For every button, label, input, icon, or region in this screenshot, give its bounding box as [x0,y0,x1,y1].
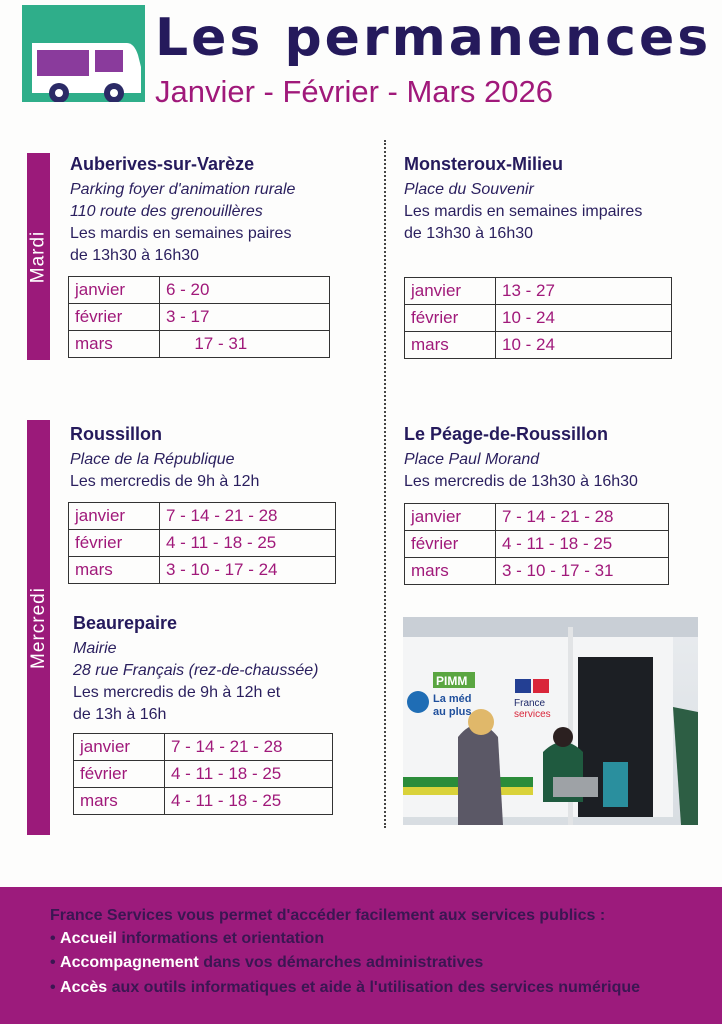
svg-text:France: France [514,698,546,709]
dates-cell: 10 - 24 [496,332,672,359]
dates-cell: 7 - 14 - 21 - 28 [165,734,333,761]
month-cell: février [74,761,165,788]
footer-intro: France Services vous permet d'accéder facilement aux services publics : [50,907,606,924]
dates-cell: 3 - 10 - 17 - 24 [160,557,336,584]
location-place: Parking foyer d'animation rurale [70,181,296,198]
month-cell: février [69,304,160,331]
location-place: Place de la République [70,451,235,468]
location-monsteroux [404,154,642,245]
month-cell: février [69,530,160,557]
svg-text:au plus: au plus [433,706,472,718]
svg-text:PIMM: PIMM [436,674,468,688]
location-schedule: Les mercredis de 9h à 12h et [73,684,281,701]
location-peage [404,424,638,493]
location-schedule: Les mardis en semaines impaires [404,203,643,220]
dates-cell: 17 - 31 [160,331,330,358]
month-cell: février [405,305,496,332]
month-cell: janvier [69,503,160,530]
france-services-van-photo [403,617,698,825]
location-beaurepaire [73,613,318,726]
month-cell: janvier [69,277,160,304]
location-auberives [70,154,295,267]
location-hours: de 13h30 à 16h30 [70,247,200,264]
table-row [74,761,333,788]
location-schedule: Les mercredis de 13h30 à 16h30 [404,473,638,490]
day-label-mercredi: Mercredi [27,420,50,835]
dates-cell: 4 - 11 - 18 - 25 [165,761,333,788]
page-subtitle: Janvier - Février - Mars 2026 [155,74,553,109]
column-divider [384,140,386,828]
location-place: Place du Souvenir [404,181,534,198]
van-logo [22,5,145,102]
footer-band [0,887,722,1024]
month-cell: mars [69,557,160,584]
dates-cell: 3 - 10 - 17 - 31 [496,558,669,585]
location-schedule: Les mercredis de 9h à 12h [70,473,260,490]
dates-table [404,503,669,585]
dates-cell: 4 - 11 - 18 - 25 [165,788,333,815]
month-cell: mars [405,558,496,585]
table-row [405,305,672,332]
month-cell: janvier [405,504,496,531]
table-row [69,557,336,584]
location-address: 110 route des grenouillères [70,203,263,220]
location-name: Auberives-sur-Varèze [70,154,255,174]
table-row [74,734,333,761]
table-row [405,558,669,585]
page-title: Les permanences [155,8,712,68]
dates-table [68,502,336,584]
table-row [69,277,330,304]
table-row [69,503,336,530]
svg-text:La méd: La méd [433,693,472,705]
month-cell: mars [74,788,165,815]
footer-item: • Accès aux outils informatiques et aide à l'utilisation des services numérique [50,979,641,996]
dates-table [73,733,333,815]
location-name: Beaurepaire [73,613,178,633]
dates-cell: 3 - 17 [160,304,330,331]
dates-cell: 4 - 11 - 18 - 25 [160,530,336,557]
location-hours: de 13h à 16h [73,706,167,723]
dates-cell: 4 - 11 - 18 - 25 [496,531,669,558]
location-place: Place Paul Morand [404,451,540,468]
dates-cell: 7 - 14 - 21 - 28 [160,503,336,530]
table-row [405,278,672,305]
dates-cell: 13 - 27 [496,278,672,305]
dates-table [404,277,672,359]
van-icon [22,5,145,102]
month-cell: janvier [405,278,496,305]
location-place: Mairie [73,640,117,657]
table-row [69,331,330,358]
location-name: Roussillon [70,424,163,444]
day-label-mardi: Mardi [27,153,50,360]
month-cell: mars [405,332,496,359]
table-row [69,304,330,331]
month-cell: janvier [74,734,165,761]
location-name: Monsteroux-Milieu [404,154,564,174]
location-address: 28 rue Français (rez-de-chaussée) [73,662,319,679]
location-schedule: Les mardis en semaines paires [70,225,292,242]
location-hours: de 13h30 à 16h30 [404,225,534,242]
dates-cell: 6 - 20 [160,277,330,304]
month-cell: mars [69,331,160,358]
dates-cell: 10 - 24 [496,305,672,332]
footer-item: • Accompagnement dans vos démarches administratives [50,954,484,971]
table-row [74,788,333,815]
location-name: Le Péage-de-Roussillon [404,424,609,444]
table-row [405,332,672,359]
footer-item: • Accueil informations et orientation [50,930,325,947]
dates-cell: 7 - 14 - 21 - 28 [496,504,669,531]
table-row [69,530,336,557]
location-roussillon [70,424,259,493]
table-row [405,504,669,531]
dates-table [68,276,330,358]
svg-text:services: services [514,709,551,720]
month-cell: février [405,531,496,558]
table-row [405,531,669,558]
